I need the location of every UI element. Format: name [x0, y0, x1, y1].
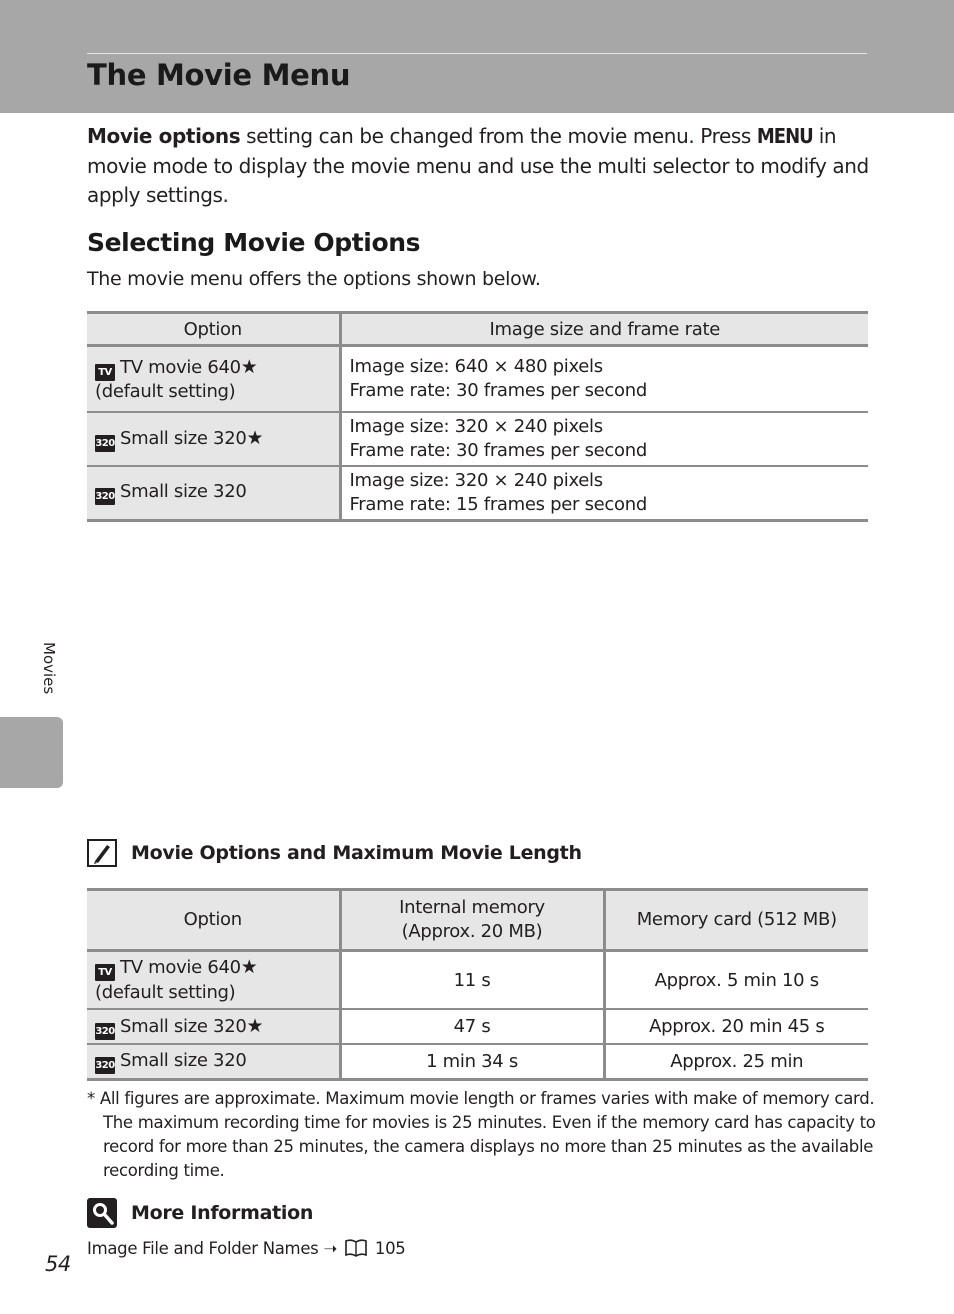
header-band: [0, 0, 954, 113]
option-cell: [87, 346, 340, 413]
more-info-title: More Information: [131, 1202, 314, 1224]
option-label: Small size 320: [120, 1050, 247, 1071]
internal-memory-capacity: (Approx. 20 MB): [401, 921, 543, 942]
column-header-option: Option: [87, 313, 340, 346]
option-label: Small size 320: [120, 1015, 247, 1037]
chapter-tab: [0, 717, 63, 788]
star-icon: ★: [240, 356, 258, 378]
memory-card-cell: Approx. 5 min 10 s: [604, 951, 868, 1010]
table-row: [87, 951, 868, 1010]
frame-rate-text: Frame rate: 15 frames per second: [349, 494, 647, 515]
description-cell: [340, 412, 868, 466]
table-row: [87, 466, 868, 521]
image-size-text: Image size: 320 × 240 pixels: [349, 416, 603, 437]
frame-rate-text: Frame rate: 30 frames per second: [349, 440, 647, 461]
memory-card-cell: Approx. 25 min: [604, 1044, 868, 1080]
movie-length-table: [87, 888, 868, 1081]
frame-rate-text: Frame rate: 30 frames per second: [349, 380, 647, 401]
option-label: TV movie 640: [120, 357, 241, 378]
column-header-memory-card: Memory card (512 MB): [604, 890, 868, 951]
more-info-heading: [87, 1198, 313, 1228]
option-label: Small size 320: [120, 481, 247, 502]
section-title: Selecting Movie Options: [87, 228, 421, 257]
small-size-icon: 320: [95, 1057, 115, 1074]
header-rule: [87, 53, 867, 54]
star-icon: ★: [246, 426, 264, 449]
more-info-reference: [87, 1239, 405, 1258]
intro-lead: Movie options: [87, 124, 241, 148]
pencil-note-icon: [87, 839, 117, 867]
option-label: TV movie 640: [120, 957, 241, 978]
option-cell: [87, 951, 340, 1010]
page-reference[interactable]: 105: [374, 1239, 406, 1258]
intro-paragraph: [87, 122, 877, 211]
small-size-icon: 320: [95, 1023, 115, 1040]
page-title: The Movie Menu: [87, 58, 351, 92]
reference-link-text[interactable]: Image File and Folder Names: [87, 1239, 319, 1258]
option-cell: [87, 1044, 340, 1080]
movie-options-table: [87, 311, 868, 522]
page-number: 54: [45, 1252, 71, 1276]
internal-memory-cell: 1 min 34 s: [340, 1044, 604, 1080]
option-label: Small size 320: [120, 427, 247, 449]
option-note: (default setting): [95, 381, 236, 402]
star-icon: ★: [246, 1014, 264, 1037]
table-row: [87, 346, 868, 413]
column-header-internal-memory: [340, 890, 604, 951]
internal-memory-cell: 47 s: [340, 1009, 604, 1044]
book-icon: [344, 1239, 368, 1257]
table-row: [87, 1044, 868, 1080]
arrow-icon: ➝: [323, 1239, 337, 1258]
option-cell: [87, 412, 340, 466]
image-size-text: Image size: 640 × 480 pixels: [349, 356, 603, 377]
description-cell: [340, 466, 868, 521]
table-row: [87, 412, 868, 466]
column-header-image-size: Image size and frame rate: [340, 313, 868, 346]
note-heading: [87, 837, 582, 869]
chapter-label: Movies: [40, 642, 58, 695]
option-note: (default setting): [95, 982, 236, 1003]
internal-memory-label: Internal memory: [399, 897, 545, 918]
tv-movie-icon: TV: [95, 364, 115, 381]
intro-text-2: in movie mode to display the movie menu and use the multi selector to modify and apply settings.: [87, 124, 869, 207]
footnote: * All figures are approximate. Maximum movie length or frames varies with make of memory card. The maximum recording time for movies is 25 minutes. Even if the memory card has capacity to record for more than 25 minutes, the camera displays no more than 25 minutes as the available recording time.: [87, 1089, 876, 1180]
section-subtitle: The movie menu offers the options shown below.: [87, 268, 541, 290]
memory-card-cell: Approx. 20 min 45 s: [604, 1009, 868, 1044]
internal-memory-cell: 11 s: [340, 951, 604, 1010]
small-size-icon: 320: [95, 488, 115, 505]
small-size-icon: 320: [95, 435, 115, 452]
note-title: Movie Options and Maximum Movie Length: [131, 842, 582, 864]
option-cell: [87, 466, 340, 521]
intro-text-1: setting can be changed from the movie menu. Press: [240, 124, 757, 148]
magnifier-info-icon: [87, 1198, 117, 1228]
star-icon: ★: [240, 956, 258, 978]
menu-button-glyph: MENU: [756, 124, 813, 148]
table-row: [87, 1009, 868, 1044]
option-cell: [87, 1009, 340, 1044]
column-header-option: Option: [87, 890, 340, 951]
description-cell: [340, 346, 868, 413]
image-size-text: Image size: 320 × 240 pixels: [349, 470, 603, 491]
tv-movie-icon: TV: [95, 964, 115, 981]
